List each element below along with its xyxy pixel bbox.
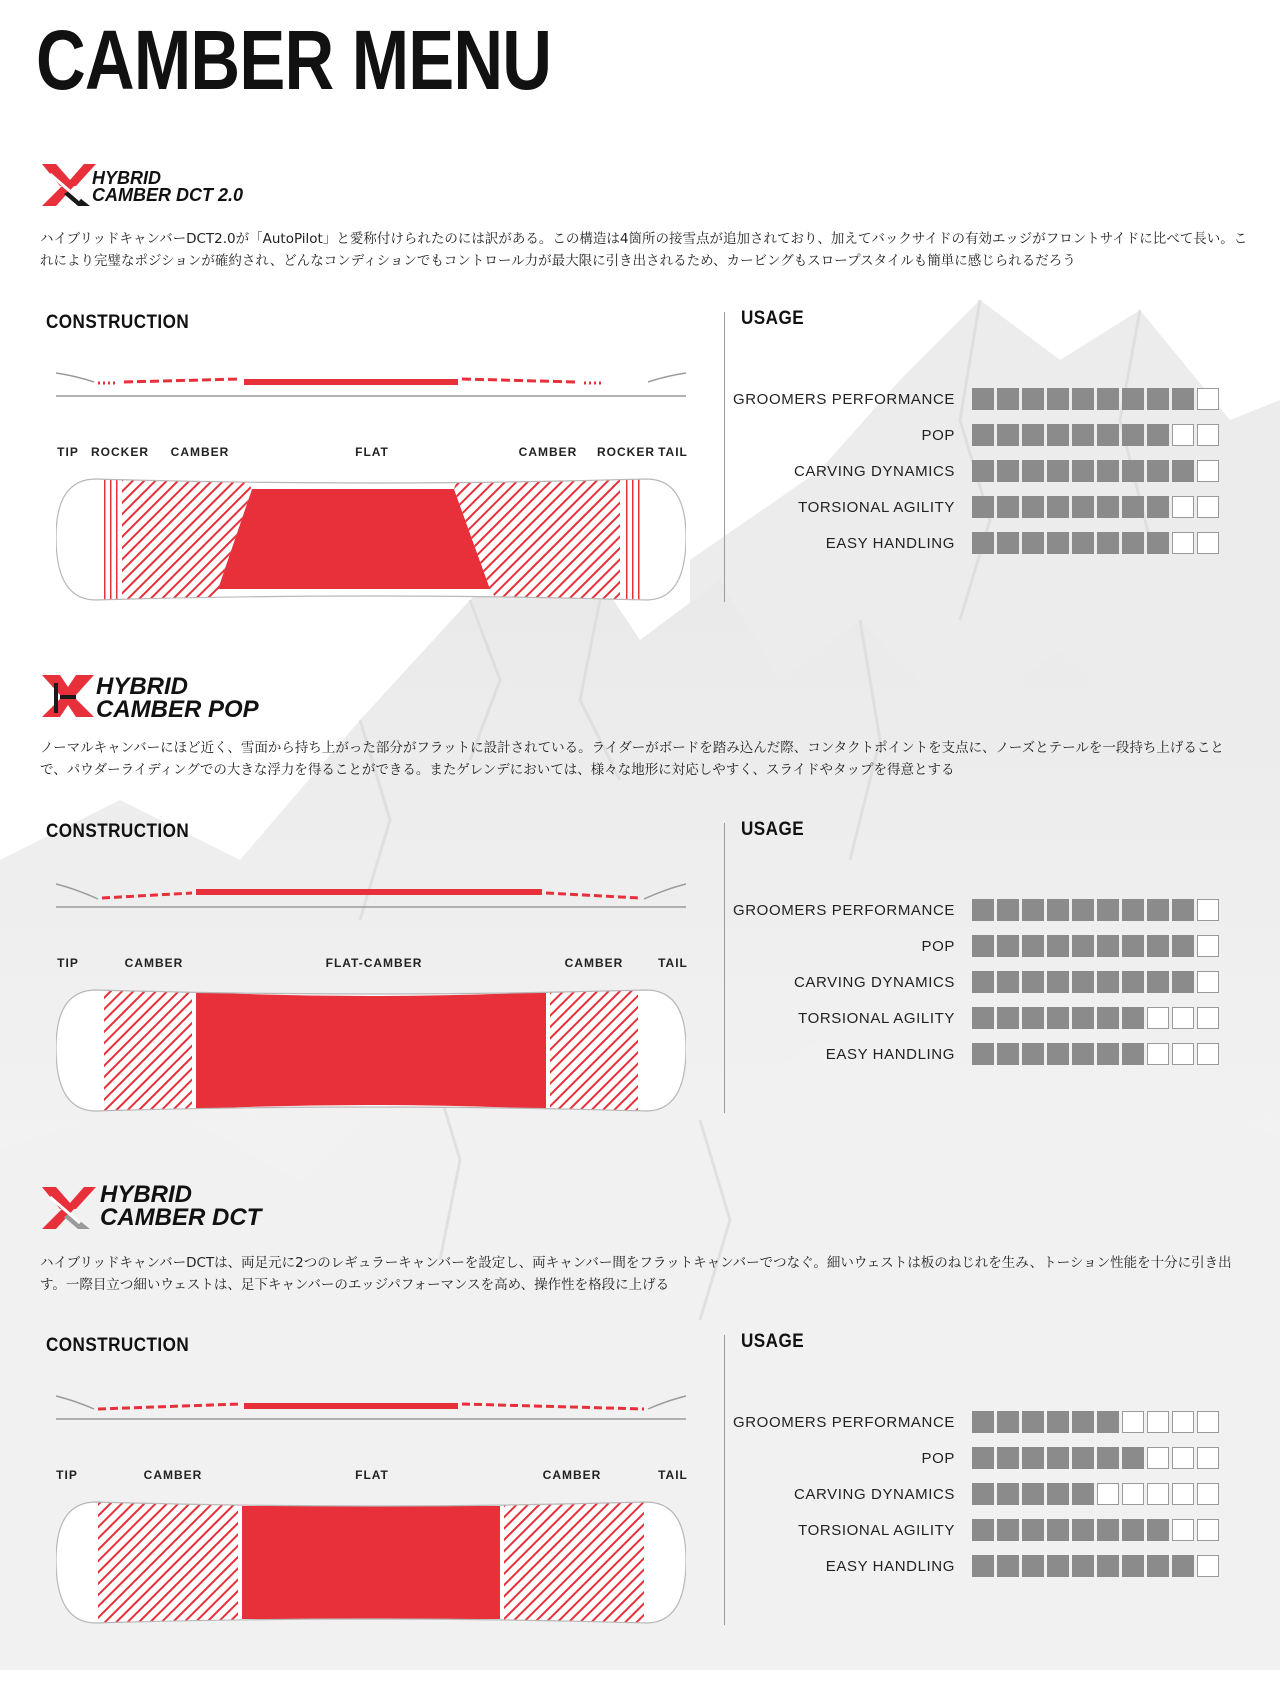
meter-cell-filled	[1047, 899, 1069, 921]
meter-cell-filled	[1172, 899, 1194, 921]
meter-cell-filled	[1097, 424, 1119, 446]
meter-cell-filled	[997, 424, 1019, 446]
column-divider	[724, 823, 725, 1113]
zone-label-tip: TIP	[56, 1468, 78, 1482]
meter-cell-filled	[1122, 1447, 1144, 1469]
board-top-view	[56, 477, 686, 602]
meter-cell-filled	[1022, 1555, 1044, 1577]
meter-cell-empty	[1172, 1411, 1194, 1433]
meter-cell-empty	[1197, 1411, 1219, 1433]
usage-label: CARVING DYNAMICS	[793, 1486, 955, 1503]
zone-label-tail: TAIL	[658, 445, 688, 459]
meter-cell-filled	[1122, 532, 1144, 554]
meter-cell-filled	[1097, 1519, 1119, 1541]
meter-cell-filled	[1072, 935, 1094, 957]
construction-heading: CONSTRUCTION	[46, 1335, 190, 1356]
usage-meter	[972, 532, 1219, 556]
section-logo-wordmark	[100, 1183, 261, 1229]
meter-cell-filled	[972, 460, 994, 482]
meter-cell-filled	[1072, 1043, 1094, 1065]
usage-row	[740, 1517, 1240, 1553]
meter-cell-filled	[997, 935, 1019, 957]
usage-row	[740, 1005, 1240, 1041]
usage-meter	[972, 1555, 1219, 1579]
meter-cell-filled	[1022, 1519, 1044, 1541]
meter-cell-empty	[1197, 1519, 1219, 1541]
meter-cell-filled	[1072, 532, 1094, 554]
meter-cell-filled	[972, 1483, 994, 1505]
meter-cell-filled	[997, 1007, 1019, 1029]
meter-cell-filled	[1022, 1007, 1044, 1029]
meter-cell-filled	[1147, 460, 1169, 482]
hybrid-camber-dct-2-logo-icon	[40, 162, 96, 208]
zone-label-flat-camber: FLAT-CAMBER	[325, 956, 423, 970]
meter-cell-empty	[1147, 1483, 1169, 1505]
usage-row	[740, 969, 1240, 1005]
meter-cell-filled	[972, 1411, 994, 1433]
meter-cell-empty	[1172, 496, 1194, 518]
meter-cell-filled	[1047, 935, 1069, 957]
zone-label-camber: CAMBER	[124, 956, 184, 970]
meter-cell-filled	[1047, 424, 1069, 446]
usage-label: CARVING DYNAMICS	[793, 974, 955, 991]
camber-profile-diagram	[56, 1393, 686, 1427]
meter-cell-empty	[1147, 1007, 1169, 1029]
meter-cell-empty	[1147, 1043, 1169, 1065]
usage-row	[740, 458, 1240, 494]
meter-cell-filled	[1147, 496, 1169, 518]
board-top-view	[56, 1500, 686, 1625]
usage-meters	[732, 1409, 1240, 1589]
meter-cell-filled	[1097, 971, 1119, 993]
usage-meter	[972, 971, 1219, 995]
meter-cell-filled	[1122, 1007, 1144, 1029]
meter-cell-filled	[1097, 1555, 1119, 1577]
meter-cell-filled	[997, 1555, 1019, 1577]
usage-row	[740, 933, 1240, 969]
meter-cell-filled	[1047, 1007, 1069, 1029]
meter-cell-empty	[1122, 1411, 1144, 1433]
meter-cell-filled	[1047, 1447, 1069, 1469]
column-divider	[724, 312, 725, 602]
meter-cell-filled	[972, 899, 994, 921]
meter-cell-empty	[1197, 935, 1219, 957]
section-hybrid-camber-pop	[0, 663, 1280, 1173]
usage-label: EASY HANDLING	[825, 1046, 955, 1063]
meter-cell-filled	[997, 1483, 1019, 1505]
meter-cell-filled	[1122, 496, 1144, 518]
usage-label: GROOMERS PERFORMANCE	[732, 1414, 955, 1431]
usage-row	[740, 1481, 1240, 1517]
zone-label-tail: TAIL	[658, 1468, 688, 1482]
meter-cell-empty	[1172, 1043, 1194, 1065]
usage-row	[740, 530, 1240, 566]
meter-cell-filled	[1122, 1519, 1144, 1541]
section-description: ハイブリッドキャンバーDCT2.0が「AutoPilot」と愛称付けられたのには訳がある。この構造は4箇所の接雪点が追加されており、加えてバックサイドの有効エッジがフロントサイドに比べて長い。これにより完璧なポジションが確約され、どんなコンディションでもコントロール力が最大限に引き出されるため、カービングもスロープスタイルも簡単に感じられるだろう	[40, 231, 1248, 269]
meter-cell-filled	[1072, 388, 1094, 410]
usage-meter	[972, 388, 1219, 412]
meter-cell-filled	[972, 935, 994, 957]
usage-row	[740, 1445, 1240, 1481]
meter-cell-empty	[1197, 424, 1219, 446]
usage-label: TORSIONAL AGILITY	[798, 499, 955, 516]
usage-row	[740, 1553, 1240, 1589]
meter-cell-filled	[1122, 424, 1144, 446]
meter-cell-filled	[972, 496, 994, 518]
usage-label: POP	[921, 938, 955, 955]
meter-cell-filled	[1147, 1519, 1169, 1541]
meter-cell-empty	[1197, 496, 1219, 518]
construction-heading: CONSTRUCTION	[46, 312, 190, 333]
zone-labels	[0, 445, 700, 461]
meter-cell-filled	[1072, 1447, 1094, 1469]
zone-label-camber: CAMBER	[518, 445, 578, 459]
meter-cell-filled	[1022, 496, 1044, 518]
meter-cell-empty	[1197, 1447, 1219, 1469]
zone-label-camber: CAMBER	[542, 1468, 602, 1482]
camber-profile-diagram	[56, 370, 686, 404]
zone-label-camber: CAMBER	[170, 445, 230, 459]
meter-cell-filled	[1022, 971, 1044, 993]
zone-label-rocker: ROCKER	[596, 445, 656, 459]
usage-row	[740, 1041, 1240, 1077]
zone-labels	[0, 1468, 700, 1484]
meter-cell-filled	[972, 388, 994, 410]
usage-meter	[972, 496, 1219, 520]
meter-cell-filled	[1147, 935, 1169, 957]
section-hybrid-camber-dct	[0, 1175, 1280, 1685]
usage-row	[732, 386, 1240, 422]
camber-profile-diagram	[56, 881, 686, 915]
usage-meter	[972, 1519, 1219, 1543]
meter-cell-filled	[1097, 532, 1119, 554]
meter-cell-filled	[972, 1519, 994, 1541]
meter-cell-filled	[972, 971, 994, 993]
meter-cell-filled	[1047, 1043, 1069, 1065]
meter-cell-filled	[1172, 971, 1194, 993]
usage-label: TORSIONAL AGILITY	[798, 1522, 955, 1539]
usage-row	[732, 1409, 1240, 1445]
meter-cell-filled	[1097, 1447, 1119, 1469]
meter-cell-filled	[1022, 1043, 1044, 1065]
meter-cell-empty	[1147, 1447, 1169, 1469]
usage-row	[732, 897, 1240, 933]
meter-cell-filled	[1172, 388, 1194, 410]
meter-cell-filled	[1047, 496, 1069, 518]
meter-cell-filled	[1122, 1555, 1144, 1577]
meter-cell-filled	[997, 532, 1019, 554]
meter-cell-filled	[1072, 1519, 1094, 1541]
zone-label-flat: FLAT	[355, 445, 389, 459]
meter-cell-empty	[1197, 460, 1219, 482]
meter-cell-empty	[1172, 1007, 1194, 1029]
board-top-view	[56, 988, 686, 1113]
meter-cell-filled	[1072, 1007, 1094, 1029]
usage-meter	[972, 1447, 1219, 1471]
meter-cell-empty	[1172, 1483, 1194, 1505]
meter-cell-filled	[1122, 388, 1144, 410]
meter-cell-filled	[1072, 899, 1094, 921]
meter-cell-empty	[1172, 424, 1194, 446]
meter-cell-filled	[1097, 496, 1119, 518]
meter-cell-filled	[1172, 460, 1194, 482]
zone-label-tail: TAIL	[658, 956, 688, 970]
usage-label: GROOMERS PERFORMANCE	[732, 902, 955, 919]
section-description: ノーマルキャンバーにほど近く、雪面から持ち上がった部分がフラットに設計されている。ライダーがボードを踏み込んだ際、コンタクトポイントを支点に、ノーズとテールを一段持ち上げることで、パウダーライディングでの大きな浮力を得ることができる。またゲレンデにおいては、様々な地形に対応しやすく、スライドやタップを得意とする	[40, 740, 1224, 778]
meter-cell-empty	[1197, 1555, 1219, 1577]
meter-cell-filled	[997, 971, 1019, 993]
meter-cell-empty	[1147, 1411, 1169, 1433]
meter-cell-filled	[1097, 935, 1119, 957]
meter-cell-filled	[1147, 1555, 1169, 1577]
usage-meters	[732, 897, 1240, 1077]
meter-cell-filled	[1147, 532, 1169, 554]
usage-meter	[972, 1483, 1219, 1507]
usage-meters	[732, 386, 1240, 566]
meter-cell-filled	[972, 1555, 994, 1577]
zone-label-flat: FLAT	[355, 1468, 389, 1482]
construction-heading: CONSTRUCTION	[46, 821, 190, 842]
meter-cell-filled	[1147, 971, 1169, 993]
meter-cell-filled	[997, 1447, 1019, 1469]
usage-heading: USAGE	[741, 308, 805, 329]
usage-heading: USAGE	[741, 819, 805, 840]
meter-cell-filled	[1047, 1519, 1069, 1541]
zone-label-camber: CAMBER	[143, 1468, 203, 1482]
meter-cell-filled	[1172, 935, 1194, 957]
usage-meter	[972, 935, 1219, 959]
meter-cell-filled	[1022, 532, 1044, 554]
usage-meter	[972, 1043, 1219, 1067]
page-title: CAMBER MENU	[36, 13, 552, 107]
meter-cell-filled	[972, 1007, 994, 1029]
meter-cell-empty	[1097, 1483, 1119, 1505]
meter-cell-filled	[1097, 1411, 1119, 1433]
usage-meter	[972, 460, 1219, 484]
meter-cell-filled	[1047, 388, 1069, 410]
meter-cell-filled	[1097, 388, 1119, 410]
usage-label: EASY HANDLING	[825, 1558, 955, 1575]
zone-label-camber: CAMBER	[564, 956, 624, 970]
meter-cell-empty	[1197, 1043, 1219, 1065]
meter-cell-empty	[1172, 532, 1194, 554]
usage-label: GROOMERS PERFORMANCE	[732, 391, 955, 408]
meter-cell-filled	[1022, 388, 1044, 410]
meter-cell-filled	[972, 1447, 994, 1469]
logo-line-1: HYBRID	[96, 673, 189, 700]
zone-labels	[0, 956, 700, 972]
usage-row	[740, 422, 1240, 458]
meter-cell-filled	[1047, 1555, 1069, 1577]
meter-cell-empty	[1197, 388, 1219, 410]
meter-cell-empty	[1197, 532, 1219, 554]
usage-label: EASY HANDLING	[825, 535, 955, 552]
meter-cell-filled	[997, 899, 1019, 921]
column-divider	[724, 1335, 725, 1625]
logo-line-1: HYBRID	[92, 168, 162, 188]
meter-cell-filled	[972, 424, 994, 446]
meter-cell-filled	[1147, 899, 1169, 921]
usage-row	[740, 494, 1240, 530]
meter-cell-filled	[1022, 1411, 1044, 1433]
meter-cell-filled	[1022, 899, 1044, 921]
zone-label-tip: TIP	[57, 956, 79, 970]
meter-cell-filled	[1047, 532, 1069, 554]
meter-cell-filled	[1122, 971, 1144, 993]
meter-cell-empty	[1197, 1483, 1219, 1505]
usage-meter	[972, 899, 1219, 923]
usage-label: POP	[921, 1450, 955, 1467]
zone-label-tip: TIP	[57, 445, 79, 459]
meter-cell-filled	[972, 1043, 994, 1065]
meter-cell-filled	[1147, 388, 1169, 410]
meter-cell-empty	[1172, 1519, 1194, 1541]
meter-cell-filled	[972, 532, 994, 554]
meter-cell-filled	[997, 1411, 1019, 1433]
meter-cell-filled	[1047, 1411, 1069, 1433]
meter-cell-filled	[1047, 1483, 1069, 1505]
logo-line-2: CAMBER POP	[96, 696, 259, 723]
meter-cell-empty	[1172, 1447, 1194, 1469]
hybrid-camber-dct-logo-icon	[40, 1185, 96, 1231]
zone-label-rocker: ROCKER	[90, 445, 150, 459]
usage-heading: USAGE	[741, 1331, 805, 1352]
meter-cell-filled	[1072, 460, 1094, 482]
meter-cell-empty	[1197, 899, 1219, 921]
meter-cell-filled	[1122, 460, 1144, 482]
meter-cell-empty	[1197, 971, 1219, 993]
meter-cell-filled	[1097, 460, 1119, 482]
meter-cell-filled	[1097, 1007, 1119, 1029]
meter-cell-filled	[1047, 971, 1069, 993]
section-description: ハイブリッドキャンバーDCTは、両足元に2つのレギュラーキャンバーを設定し、両キャンバー間をフラットキャンバーでつなぐ。細いウェストは板のねじれを生み、トーション性能を十分に引き出す。一際目立つ細いウェストは、足下キャンバーのエッジパフォーマンスを高め、操作性を格段に上げる	[40, 1255, 1232, 1293]
meter-cell-filled	[1122, 899, 1144, 921]
meter-cell-filled	[997, 1043, 1019, 1065]
hybrid-camber-pop-logo-icon	[40, 673, 96, 719]
meter-cell-filled	[997, 496, 1019, 518]
meter-cell-filled	[997, 460, 1019, 482]
meter-cell-filled	[1122, 1043, 1144, 1065]
meter-cell-filled	[1172, 1555, 1194, 1577]
section-hybrid-camber-dct-2	[0, 152, 1280, 662]
usage-label: POP	[921, 427, 955, 444]
meter-cell-filled	[1022, 1483, 1044, 1505]
meter-cell-filled	[1072, 1411, 1094, 1433]
logo-line-2: CAMBER DCT	[100, 1204, 262, 1231]
meter-cell-filled	[1072, 971, 1094, 993]
meter-cell-empty	[1122, 1483, 1144, 1505]
usage-meter	[972, 1411, 1219, 1435]
meter-cell-filled	[1072, 1483, 1094, 1505]
meter-cell-filled	[1097, 899, 1119, 921]
meter-cell-filled	[997, 1519, 1019, 1541]
section-logo-wordmark	[92, 170, 243, 204]
meter-cell-empty	[1197, 1007, 1219, 1029]
meter-cell-filled	[1072, 424, 1094, 446]
meter-cell-filled	[1047, 460, 1069, 482]
meter-cell-filled	[1022, 424, 1044, 446]
meter-cell-filled	[1072, 496, 1094, 518]
usage-meter	[972, 1007, 1219, 1031]
logo-line-1: HYBRID	[100, 1181, 193, 1208]
meter-cell-filled	[1122, 935, 1144, 957]
meter-cell-filled	[1147, 424, 1169, 446]
logo-line-2: CAMBER DCT 2.0	[92, 185, 244, 205]
usage-label: TORSIONAL AGILITY	[798, 1010, 955, 1027]
meter-cell-filled	[1097, 1043, 1119, 1065]
meter-cell-filled	[997, 388, 1019, 410]
meter-cell-filled	[1072, 1555, 1094, 1577]
meter-cell-filled	[1022, 460, 1044, 482]
meter-cell-filled	[1022, 1447, 1044, 1469]
usage-meter	[972, 424, 1219, 448]
meter-cell-filled	[1022, 935, 1044, 957]
usage-label: CARVING DYNAMICS	[793, 463, 955, 480]
section-logo-wordmark	[96, 675, 259, 721]
